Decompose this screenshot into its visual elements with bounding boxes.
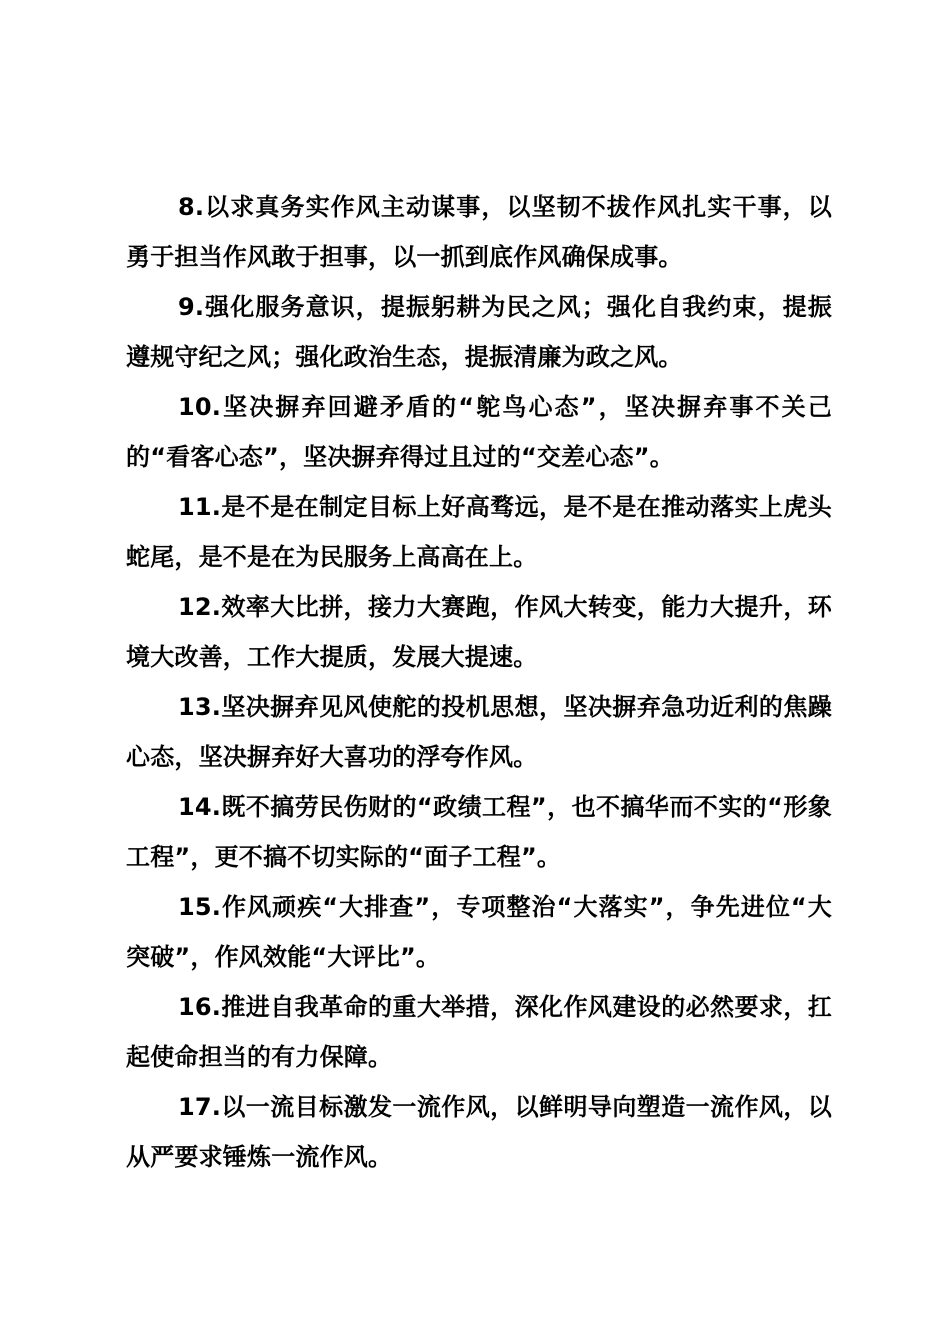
paragraph-number: 16. (178, 993, 222, 1021)
paragraph-number: 12. (178, 593, 222, 621)
paragraph-text: 以一流目标激发一流作风，以鲜明导向塑造一流作风，以从严要求锤炼一流作风。 (126, 1093, 832, 1171)
paragraph-number: 13. (178, 693, 222, 721)
paragraph-number: 14. (178, 793, 222, 821)
paragraph-9 (126, 282, 832, 382)
paragraph-text: 以求真务实作风主动谋事，以坚韧不拔作风扎实干事，以勇于担当作风敢于担事，以一抓到底作风确保成事。 (126, 193, 832, 271)
paragraph-number: 17. (178, 1093, 222, 1121)
paragraph-text: 是不是在制定目标上好高骛远，是不是在推动落实上虎头蛇尾，是不是在为民服务上高高在上。 (126, 493, 832, 571)
paragraph-text: 既不搞劳民伤财的“政绩工程”，也不搞华而不实的“形象工程”，更不搞不切实际的“面子工程”。 (126, 793, 832, 871)
paragraph-text: 强化服务意识，提振躬耕为民之风；强化自我约束，提振遵规守纪之风；强化政治生态，提振清廉为政之风。 (126, 293, 832, 371)
document-body (126, 182, 832, 1182)
paragraph-text: 坚决摒弃见风使舵的投机思想，坚决摒弃急功近利的焦躁心态，坚决摒弃好大喜功的浮夸作风。 (126, 693, 832, 771)
paragraph-15 (126, 882, 832, 982)
paragraph-number: 9. (178, 293, 205, 321)
paragraph-13 (126, 682, 832, 782)
paragraph-number: 15. (178, 893, 222, 921)
paragraph-16 (126, 982, 832, 1082)
paragraph-number: 11. (178, 493, 222, 521)
paragraph-number: 8. (178, 193, 205, 221)
paragraph-10 (126, 382, 832, 482)
paragraph-text: 作风顽疾“大排查”，专项整治“大落实”，争先进位“大突破”，作风效能“大评比”。 (126, 893, 832, 971)
paragraph-text: 推进自我革命的重大举措，深化作风建设的必然要求，扛起使命担当的有力保障。 (126, 993, 832, 1071)
paragraph-text: 效率大比拼，接力大赛跑，作风大转变，能力大提升，环境大改善，工作大提质，发展大提速。 (126, 593, 832, 671)
paragraph-8 (126, 182, 832, 282)
paragraph-14 (126, 782, 832, 882)
paragraph-17 (126, 1082, 832, 1182)
paragraph-11 (126, 482, 832, 582)
paragraph-text: 坚决摒弃回避矛盾的“鸵鸟心态”，坚决摒弃事不关己的“看客心态”，坚决摒弃得过且过的“交差心态”。 (126, 393, 832, 471)
paragraph-number: 10. (178, 393, 222, 421)
paragraph-12 (126, 582, 832, 682)
